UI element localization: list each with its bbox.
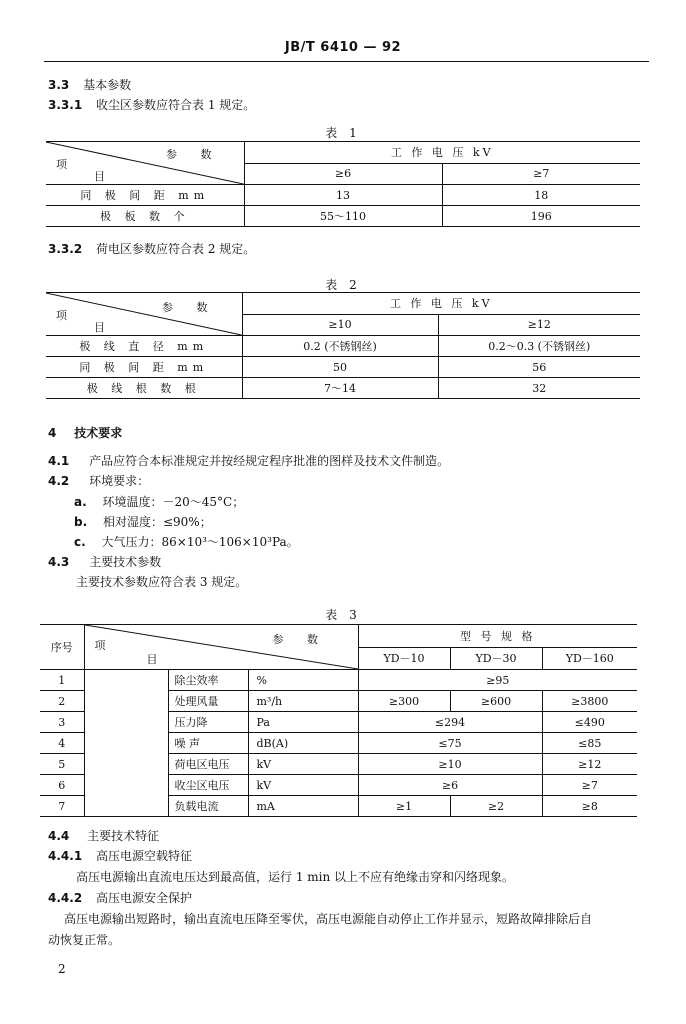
section-4: 4 技术要求 (48, 426, 123, 440)
table3-cell: ≥95 (358, 670, 637, 691)
table3-caption: 表 3 (325, 608, 361, 622)
table3-row-no: 5 (40, 754, 84, 775)
env-item-b: b. 相对湿度：≤90%； (74, 515, 212, 529)
table3-row-no: 1 (40, 670, 84, 691)
section-4-4-2-text-line1: 高压电源输出短路时，输出直流电压降至零伏，高压电源能自动停止工作并显示，短路故障排除后自 (64, 912, 593, 926)
section-4-4: 4.4 主要技术特征 (48, 829, 160, 843)
table3-row-unit: Pa (248, 712, 358, 733)
table2-caption: 表 2 (325, 278, 361, 292)
table3-row-no: 6 (40, 775, 84, 796)
table3-row-unit: dB(A) (248, 733, 358, 754)
table2-cell: 32 (438, 378, 640, 399)
section-4-2: 4.2 环境要求： (48, 474, 150, 488)
page-number: 2 (58, 962, 66, 976)
table3-row-no: 4 (40, 733, 84, 754)
table3-cell: ≥3800 (542, 691, 637, 712)
table3-row-unit: % (248, 670, 358, 691)
table2-row-label: 同 极 间 距 mm (46, 357, 242, 378)
table3-row-name: 噪 声 (168, 733, 248, 754)
table3-cell: ≥6 (358, 775, 542, 796)
table3-blank (84, 775, 168, 796)
header-rule (44, 61, 649, 62)
table3-cell: ≤85 (542, 733, 637, 754)
section-4-4-1: 4.4.1 高压电源空载特征 (48, 849, 193, 863)
table1-cell: 13 (244, 185, 442, 206)
env-item-c: c. 大气压力：86×10³～106×10³Pa。 (74, 535, 299, 549)
table2-cell: 50 (242, 357, 438, 378)
table3-cell: ≥2 (450, 796, 542, 817)
table3-blank (84, 754, 168, 775)
section-4-1: 4.1 产品应符合本标准规定并按经规定程序批准的图样及技术文件制造。 (48, 454, 450, 468)
table1-corner: 参 数 项 目 (46, 142, 244, 185)
table3-blank (84, 712, 168, 733)
section-3-3-1: 3.3.1 收尘区参数应符合表 1 规定。 (48, 98, 256, 112)
table3-cell: ≥7 (542, 775, 637, 796)
section-4-3: 4.3 主要技术参数 (48, 555, 162, 569)
table3-corner: 参 数 项 目 (84, 625, 358, 670)
table3-row-name: 除尘效率 (168, 670, 248, 691)
table3-row-name: 负载电流 (168, 796, 248, 817)
table3-group-header: 型 号 规 格 (358, 625, 637, 648)
table3-row-unit: mA (248, 796, 358, 817)
table2-row-label: 极 线 根 数 根 (46, 378, 242, 399)
table3-cell: ≥300 (358, 691, 450, 712)
table1-row-label: 同 极 间 距 mm (46, 185, 244, 206)
table2-corner: 参 数 项 目 (46, 293, 242, 336)
table2 (46, 292, 640, 399)
table3-cell: ≤294 (358, 712, 542, 733)
table3-col-no: 序号 (40, 625, 84, 670)
table1-cell: 196 (442, 206, 640, 227)
table3-blank (84, 733, 168, 754)
table3-model-header: YD－10 (358, 647, 450, 670)
table3 (40, 624, 637, 817)
table3-row-unit: m³/h (248, 691, 358, 712)
document-header: JB/T 6410 — 92 (284, 40, 402, 55)
table3-row-name: 收尘区电压 (168, 775, 248, 796)
table3-model-header: YD－160 (542, 647, 637, 670)
table3-row-no: 3 (40, 712, 84, 733)
table2-cell: 7～14 (242, 378, 438, 399)
table3-row-no: 7 (40, 796, 84, 817)
table1-row-label: 极 板 数 个 (46, 206, 244, 227)
table2-group-header: 工 作 电 压 kV (242, 293, 640, 315)
table3-cell: ≥1 (358, 796, 450, 817)
table1-caption: 表 1 (325, 126, 361, 140)
table3-row-name: 荷电区电压 (168, 754, 248, 775)
table1-cell: 18 (442, 185, 640, 206)
section-3-3: 3.3 基本参数 (48, 78, 132, 92)
table3-model-header: YD－30 (450, 647, 542, 670)
section-4-4-1-text: 高压电源输出直流电压达到最高值，运行 1 min 以上不应有绝缘击穿和闪络现象。 (76, 870, 515, 884)
table3-cell: ≤490 (542, 712, 637, 733)
table3-blank (84, 796, 168, 817)
table3-cell: ≤75 (358, 733, 542, 754)
table3-blank (84, 691, 168, 712)
table3-cell: ≥8 (542, 796, 637, 817)
table2-col-header: ≥10 (242, 314, 438, 336)
table3-row-unit: kV (248, 754, 358, 775)
table1 (46, 141, 640, 227)
table3-row-no: 2 (40, 691, 84, 712)
table3-row-name: 压力降 (168, 712, 248, 733)
table3-cell: ≥12 (542, 754, 637, 775)
table3-row-unit: kV (248, 775, 358, 796)
table3-blank (84, 670, 168, 691)
table1-col-header: ≥7 (442, 163, 640, 185)
table2-cell: 0.2～0.3 (不锈钢丝) (438, 336, 640, 357)
table1-group-header: 工 作 电 压 kV (244, 142, 640, 164)
table2-cell: 56 (438, 357, 640, 378)
table2-cell: 0.2 (不锈钢丝) (242, 336, 438, 357)
table2-row-label: 极 线 直 径 mm (46, 336, 242, 357)
table3-row-name: 处理风量 (168, 691, 248, 712)
section-3-3-2: 3.3.2 荷电区参数应符合表 2 规定。 (48, 242, 256, 256)
table1-cell: 55～110 (244, 206, 442, 227)
env-item-a: a. 环境温度：－20～45°C； (74, 495, 245, 509)
section-4-4-2: 4.4.2 高压电源安全保护 (48, 891, 193, 905)
table3-cell: ≥10 (358, 754, 542, 775)
table2-col-header: ≥12 (438, 314, 640, 336)
table1-col-header: ≥6 (244, 163, 442, 185)
table3-cell: ≥600 (450, 691, 542, 712)
section-4-3-text: 主要技术参数应符合表 3 规定。 (76, 575, 248, 589)
section-4-4-2-text-line2: 动恢复正常。 (48, 933, 121, 947)
